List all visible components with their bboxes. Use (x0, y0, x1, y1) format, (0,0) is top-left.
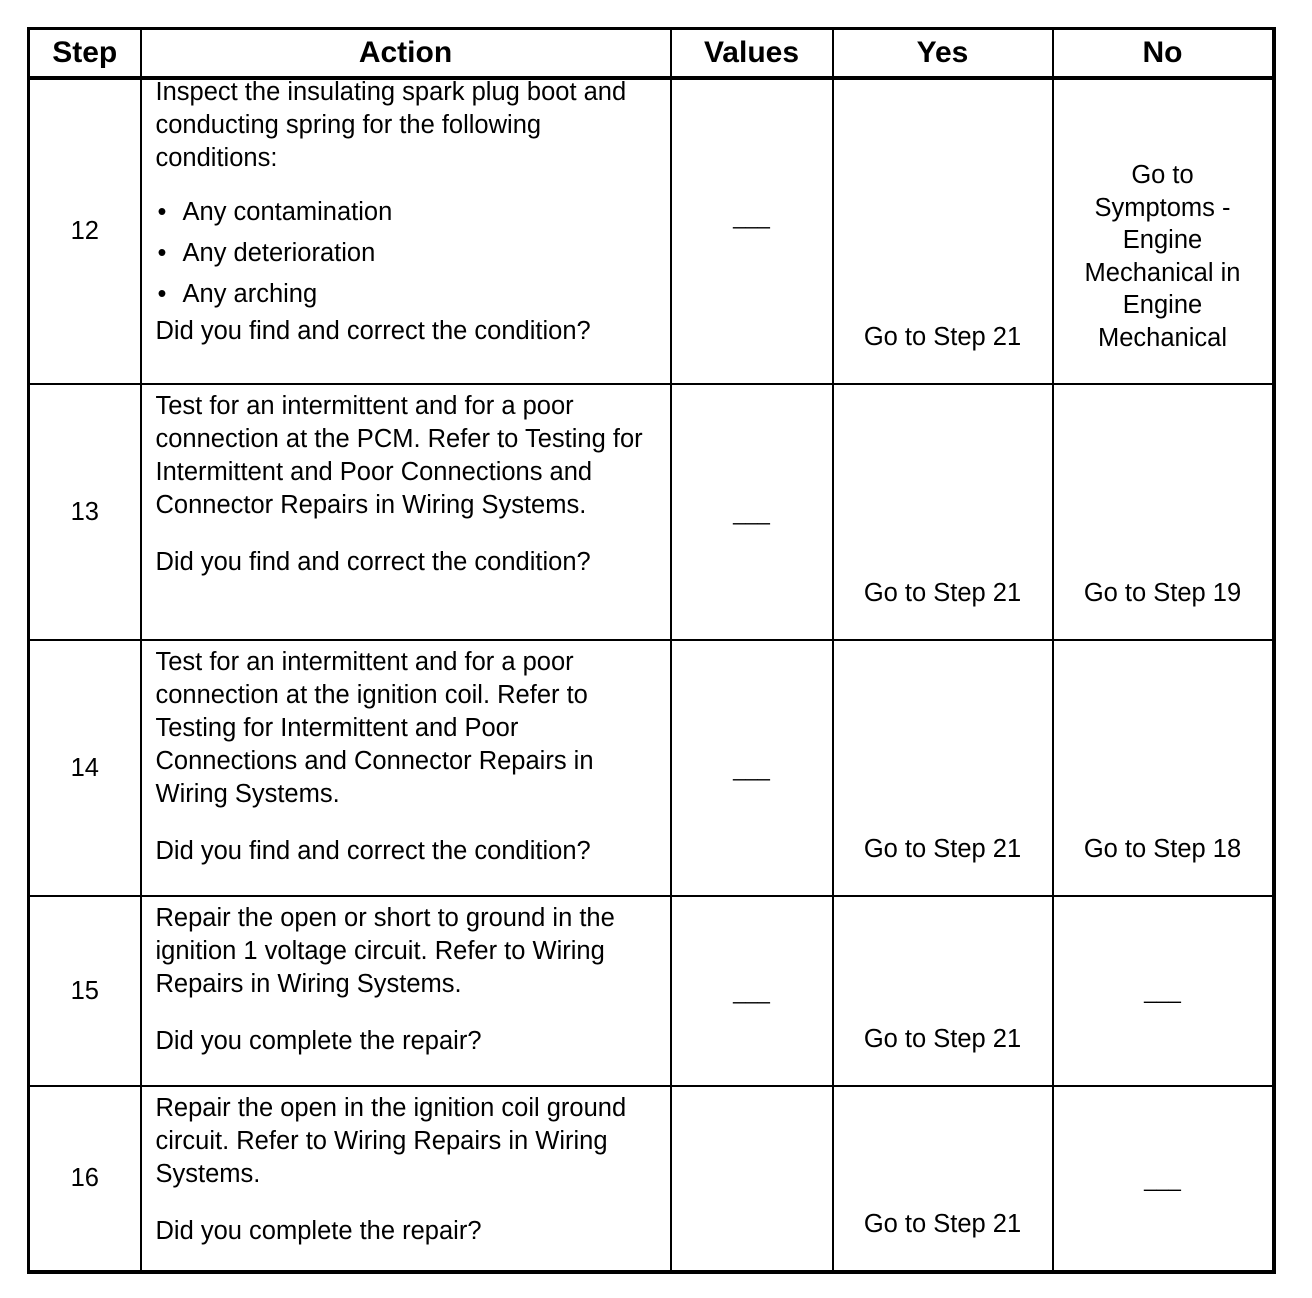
header-no: No (1053, 29, 1274, 79)
bullet-item: • Any arching (157, 280, 318, 308)
no-text: Go to Step 19 (1083, 579, 1242, 607)
action-cell (141, 640, 671, 896)
step-number: 12 (29, 78, 141, 384)
action-text: Test for an intermittent and for a poor connection at the ignition coil. Refer to Testing for Intermittent and Poor Connections and Connector Repairs in Wiring Systems. (155, 648, 594, 808)
action-question: Did you complete the repair? (155, 1027, 482, 1055)
no-cell (1053, 1086, 1274, 1272)
step-number: 14 (29, 640, 141, 896)
action-cell (141, 1086, 671, 1272)
no-cell (1053, 384, 1274, 640)
action-cell (141, 78, 671, 384)
bullet-item: • Any contamination (157, 198, 393, 226)
table-row (29, 1086, 1274, 1272)
action-question: Did you find and correct the condition? (155, 548, 591, 576)
yes-cell (833, 896, 1053, 1086)
yes-text: Go to Step 21 (863, 1210, 1022, 1238)
table-row (29, 78, 1274, 384)
header-action: Action (141, 29, 671, 79)
yes-text: Go to Step 21 (863, 835, 1022, 863)
action-question: Did you find and correct the condition? (155, 317, 591, 345)
values-cell (671, 640, 833, 896)
action-question: Did you complete the repair? (155, 1217, 482, 1245)
header-row (29, 29, 1274, 79)
action-text: Repair the open or short to ground in the ignition 1 voltage circuit. Refer to Wiring Repairs in Wiring Systems. (155, 904, 615, 998)
no-text: ___ (1144, 978, 1181, 1004)
table-row (29, 896, 1274, 1086)
action-text: Repair the open in the ignition coil ground circuit. Refer to Wiring Repairs in Wiring Systems. (155, 1094, 627, 1188)
step-number: 15 (29, 896, 141, 1086)
table-row (29, 640, 1274, 896)
bullet-item: • Any deterioration (157, 239, 376, 267)
table-row (29, 384, 1274, 640)
header-values: Values (671, 29, 833, 79)
yes-cell (833, 78, 1053, 384)
values-cell (671, 78, 833, 384)
values-text: ___ (733, 499, 770, 525)
step-number: 16 (29, 1086, 141, 1272)
step-number: 13 (29, 384, 141, 640)
no-text: ___ (1144, 1166, 1181, 1191)
values-cell (671, 896, 833, 1086)
no-cell (1053, 640, 1274, 896)
yes-text: Go to Step 21 (863, 579, 1022, 607)
action-question: Did you find and correct the condition? (155, 837, 591, 865)
values-cell (671, 1086, 833, 1272)
diagnostic-table (27, 27, 1276, 1274)
yes-cell (833, 384, 1053, 640)
values-text: ___ (733, 204, 770, 229)
yes-cell (833, 1086, 1053, 1272)
values-text: ___ (733, 755, 770, 781)
yes-text: Go to Step 21 (863, 1025, 1022, 1053)
action-text: Test for an intermittent and for a poor connection at the PCM. Refer to Testing for Intermittent and Poor Connections and Connector Repairs in Wiring Systems. (155, 392, 643, 519)
action-cell (141, 896, 671, 1086)
values-text: ___ (733, 978, 770, 1004)
no-text: Go to Symptoms - Engine Mechanical in Engine Mechanical (1084, 161, 1241, 352)
values-cell (671, 384, 833, 640)
action-cell (141, 384, 671, 640)
yes-cell (833, 640, 1053, 896)
header-step: Step (29, 29, 141, 79)
header-yes: Yes (833, 29, 1053, 79)
no-cell (1053, 78, 1274, 384)
action-text: Inspect the insulating spark plug boot and conducting spring for the following conditions: (155, 78, 627, 172)
no-cell (1053, 896, 1274, 1086)
no-text: Go to Step 18 (1083, 835, 1242, 863)
yes-text: Go to Step 21 (863, 323, 1022, 351)
